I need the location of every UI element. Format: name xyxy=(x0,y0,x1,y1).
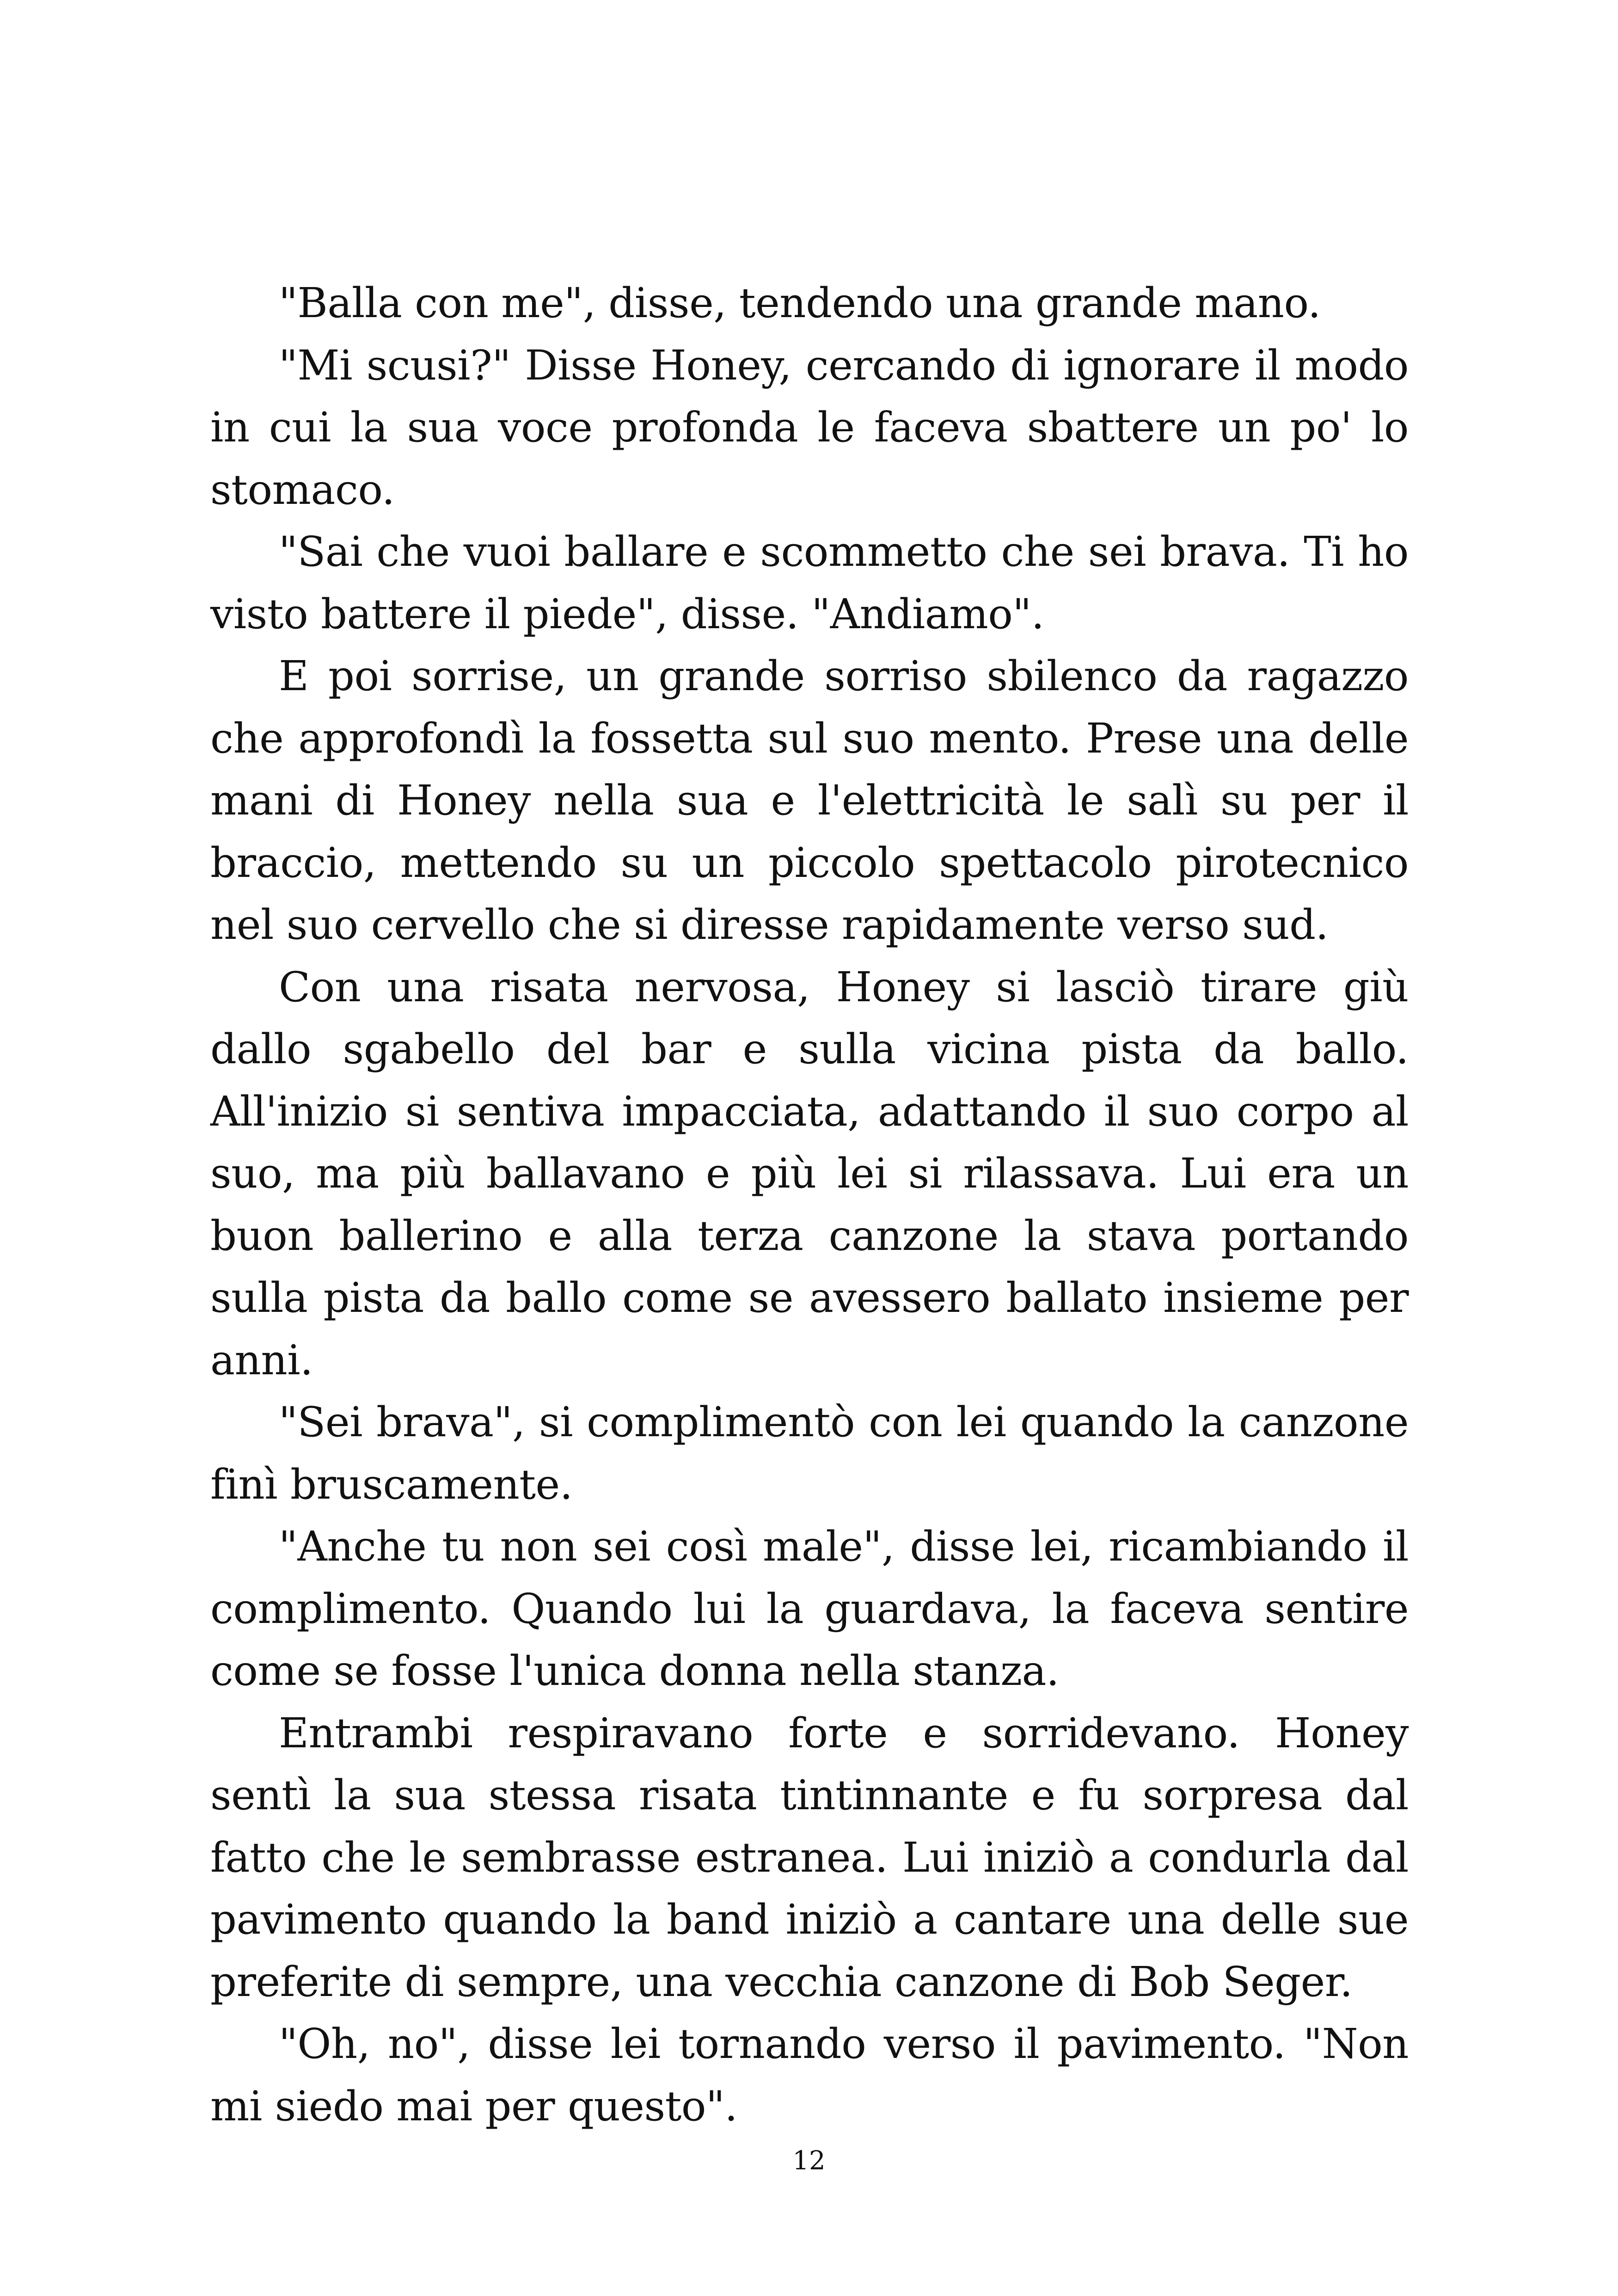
paragraph-4: E poi sorrise, un grande sorriso sbilenco da ragazzo che approfondì la fossetta sul suo mento. Prese una delle mani di Honey nella sua e l'elettricità le salì su per il braccio, mettendo su un piccolo spettacolo pirotecnico nel suo cervello che si diresse rapidamente verso sud. xyxy=(210,652,1409,949)
paragraph-8: Entrambi respiravano forte e sorridevano. Honey sentì la sua stessa risata tintinnante e fu sorpresa dal fatto che le sembrasse estranea. Lui iniziò a condurla dal pavimento quando la band iniziò a cantare una delle sue preferite di sempre, una vecchia canzone di Bob Seger. xyxy=(210,1708,1409,2006)
paragraph-3: "Sai che vuoi ballare e scommetto che sei brava. Ti ho visto battere il piede", disse. "Andiamo". xyxy=(210,527,1409,638)
paragraph-9: "Oh, no", disse lei tornando verso il pavimento. "Non mi siedo mai per questo". xyxy=(210,2020,1409,2130)
paragraph-5: Con una risata nervosa, Honey si lasciò tirare giù dallo sgabello del bar e sulla vicina pista da ballo. All'inizio si sentiva impacciata, adattando il suo corpo al suo, ma più ballavano e più lei si rilassava. Lui era un buon ballerino e alla terza canzone la stava portando sulla pista da ballo come se avessero ballato insieme per anni. xyxy=(210,962,1409,1384)
page-number: 12 xyxy=(792,2146,826,2176)
paragraph-7: "Anche tu non sei così male", disse lei, ricambiando il complimento. Quando lui la guardava, la faceva sentire come se fosse l'unica donna nella stanza. xyxy=(210,1522,1409,1695)
paragraph-6: "Sei brava", si complimentò con lei quando la canzone finì bruscamente. xyxy=(210,1398,1409,1508)
paragraph-2: "Mi scusi?" Disse Honey, cercando di ignorare il modo in cui la sua voce profonda le faceva sbattere un po' lo stomaco. xyxy=(210,341,1409,514)
body-text xyxy=(210,272,1409,2137)
paragraph-1: "Balla con me", disse, tendendo una grande mano. xyxy=(279,279,1321,327)
